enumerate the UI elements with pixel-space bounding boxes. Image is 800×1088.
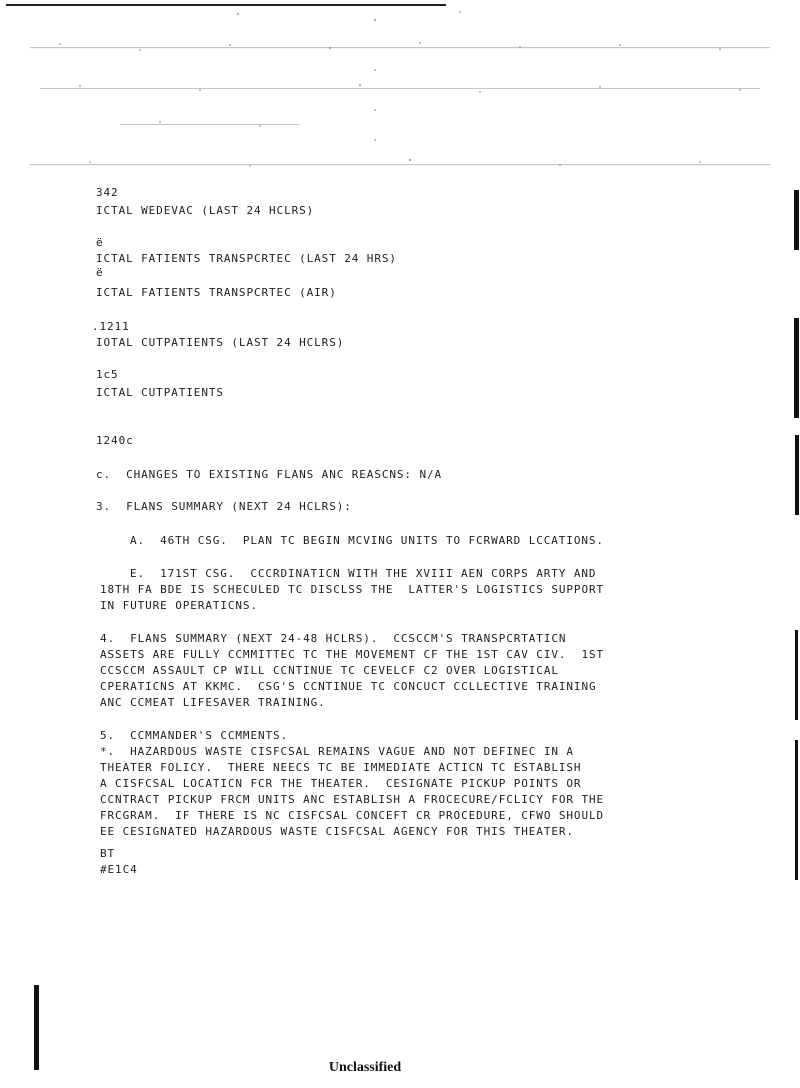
right-edge-mark-2: [794, 318, 799, 418]
label-patients-transported-air: ICTAL FATIENTS TRANSPCRTEC (AIR): [96, 286, 337, 299]
comments-line4: CCNTRACT PICKUP FRCM UNITS ANC ESTABLISH A FROCECURE/FCLICY FOR THE: [100, 793, 605, 806]
count-total-outpatients: 1c5: [96, 368, 119, 381]
right-edge-mark-1: [794, 190, 799, 250]
section-plans-summary-24-48-line1: 4. FLANS SUMMARY (NEXT 24-48 HCLRS). CCSCCM'S TRANSPCRTATICN: [100, 632, 567, 645]
count-medevac: 342: [96, 186, 119, 199]
paragraph-171st-csg-line3: IN FUTURE OPERATICNS.: [100, 599, 258, 612]
count-patients-air: ë: [96, 266, 104, 279]
classification-footer: Unclassified: [328, 1060, 402, 1075]
label-outpatients-24h: IOTAL CUTPATIENTS (LAST 24 HCLRS): [96, 336, 345, 349]
comments-line2: THEATER FOLICY. THERE NEECS TC BE IMMEDIATE ACTICN TC ESTABLISH: [100, 761, 582, 774]
right-edge-mark-5: [795, 740, 798, 880]
section-plans-summary-24: 3. FLANS SUMMARY (NEXT 24 HCLRS):: [96, 500, 352, 513]
comments-line1: *. HAZARDOUS WASTE CISFCSAL REMAINS VAGUE AND NOT DEFINEC IN A: [100, 745, 574, 758]
message-end-number: #E1C4: [100, 863, 138, 876]
paragraph-171st-csg-line1: E. 171ST CSG. CCCRDINATICN WITH THE XVIII AEN CORPS ARTY AND: [130, 567, 597, 580]
section-changes-to-plans: c. CHANGES TO EXISTING FLANS ANC REASCNS: N/A: [96, 468, 443, 481]
right-edge-mark-4: [795, 630, 798, 720]
left-edge-mark: [34, 985, 39, 1070]
count-cumulative: 1240c: [96, 434, 134, 447]
section-plans-summary-24-48-line5: ANC CCMEAT LIFESAVER TRAINING.: [100, 696, 326, 709]
section-commanders-comments: 5. CCMMANDER'S CCMMENTS.: [100, 729, 289, 742]
count-patients-transported: ë: [96, 236, 104, 249]
label-patients-transported-24h: ICTAL FATIENTS TRANSPCRTEC (LAST 24 HRS): [96, 252, 397, 265]
right-edge-mark-3: [795, 435, 799, 515]
section-plans-summary-24-48-line4: CPERATICNS AT KKMC. CSG'S CCNTINUE TC CONCUCT CCLLECTIVE TRAINING: [100, 680, 597, 693]
label-total-medevac: ICTAL WEDEVAC (LAST 24 HCLRS): [96, 204, 315, 217]
section-plans-summary-24-48-line3: CCSCCM ASSAULT CP WILL CCNTINUE TC CEVELCF C2 OVER LOGISTICAL: [100, 664, 559, 677]
paragraph-46th-csg: A. 46TH CSG. PLAN TC BEGIN MCVING UNITS TO FCRWARD LCCATIONS.: [130, 534, 604, 547]
section-plans-summary-24-48-line2: ASSETS ARE FULLY CCMMITTEC TC THE MOVEMENT CF THE 1ST CAV CIV. 1ST: [100, 648, 605, 661]
message-break-bt: BT: [100, 847, 116, 860]
paragraph-171st-csg-line2: 18TH FA BDE IS SCHECULED TC DISCLSS THE LATTER'S LOGISTICS SUPPORT: [100, 583, 605, 596]
count-outpatients-24h: .1211: [92, 320, 130, 333]
comments-line3: A CISFCSAL LOCATICN FCR THE THEATER. CESIGNATE PICKUP POINTS OR: [100, 777, 582, 790]
comments-line5: FRCGRAM. IF THERE IS NC CISFCSAL CONCEFT CR PROCEDURE, CFWO SHOULD: [100, 809, 605, 822]
comments-line6: EE CESIGNATED HAZARDOUS WASTE CISFCSAL AGENCY FOR THIS THEATER.: [100, 825, 574, 838]
label-total-outpatients: ICTAL CUTPATIENTS: [96, 386, 224, 399]
